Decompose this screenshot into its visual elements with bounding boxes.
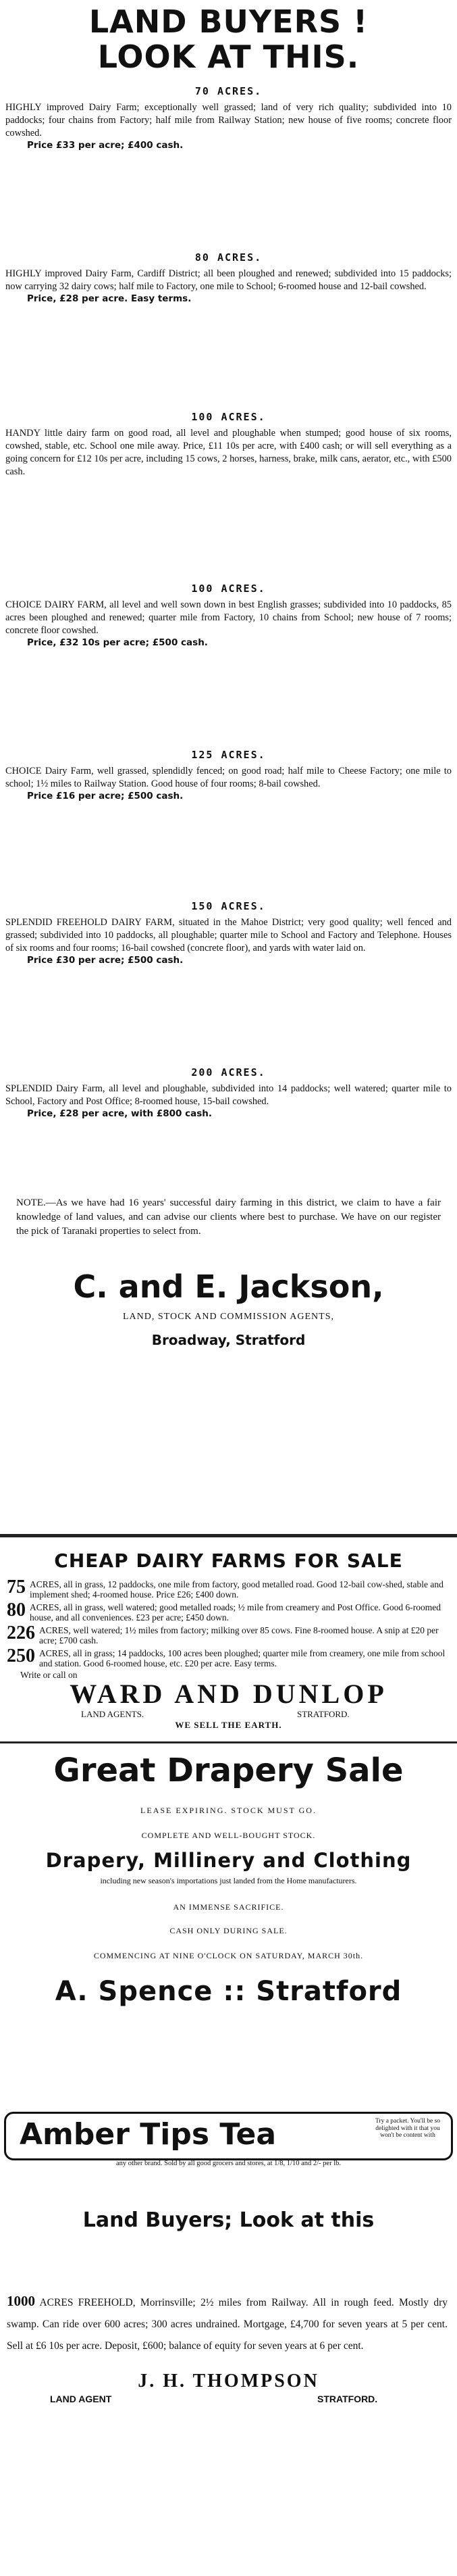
thompson-description: ACRES FREEHOLD, Morrinsville; 2½ miles from Railway. All in rough feed. Mostly dry swamp. Can ride over 600 acres; 300 acres undrained. Mortgage, £4,700 for seven years at 5 per cent. Sell at £6 10s per acre. Deposit, £600; balance of equity for seven years at 6 per cent. [7, 2297, 448, 2352]
jackson-lot-list [0, 85, 457, 1183]
spence-departments: Drapery, Millinery and Clothing [45, 1849, 412, 1872]
spence-cash-only: CASH ONLY DURING SALE. [169, 1926, 288, 1935]
ward-lot-description: ACRES, all in grass; 14 paddocks, 100 acres been ploughed; quarter mile from creamery, one mile from school and station. Good 6-roomed house, etc. £20 per acre. Easy terms. [39, 1648, 446, 1668]
spence-lease-line: LEASE EXPIRING. STOCK MUST GO. [140, 1806, 317, 1815]
jackson-firm-address: Broadway, Stratford [151, 1332, 306, 1348]
ward-call-to-action: Write or call on [20, 1670, 78, 1680]
lot-title: 100 ACRES. [191, 411, 266, 423]
jackson-firm-subtitle: LAND, STOCK AND COMMISSION AGENTS, [123, 1312, 334, 1322]
ward-lot-description: ACRES, well watered; 1½ miles from factory; milking over 85 cows. Fine 8-roomed house. A snip at £20 per acre; £700 cash. [39, 1625, 439, 1645]
lot-item [0, 251, 457, 401]
ward-lot-acres: 80 [7, 1600, 26, 1620]
lot-price: Price, £32 10s per acre; £500 cash. [27, 637, 208, 648]
lot-item [0, 1066, 457, 1183]
thompson-listing [7, 2290, 448, 2357]
ward-lot-item [7, 1645, 450, 1668]
thompson-agent-label: LAND AGENT [50, 2394, 112, 2404]
tea-side-note: Try a packet. You'll be so delighted with it that you won't be content with [375, 2118, 441, 2139]
lot-item [0, 85, 457, 242]
lot-title: 70 ACRES. [194, 85, 263, 97]
spence-headline: Great Drapery Sale [53, 1752, 404, 1789]
lot-price: Price £16 per acre; £500 cash. [27, 791, 184, 801]
lot-title: 125 ACRES. [191, 749, 266, 761]
jackson-headline-2: LOOK AT THIS. [97, 39, 360, 75]
ward-lot-description: ACRES, all in grass, well watered; good metalled roads; ½ mile from creamery and Post Office. Good 6-roomed house, and all conveniences. £23 per acre; £450 down. [30, 1602, 441, 1623]
ward-headline: CHEAP DAIRY FARMS FOR SALE [54, 1550, 403, 1572]
ward-lot-list [0, 1579, 457, 1668]
spence-importations: including new season's importations just landed from the Home manufacturers. [100, 1876, 357, 1885]
lot-description: CHOICE DAIRY FARM, all level and well sown down in best English grasses; subdivided into 10 paddocks, 85 acres been ploughed and renewed; quarter mile from Factory, 10 chains from School; new house of 7 rooms; concrete floor cowshed. [5, 599, 452, 636]
tea-brand: Amber Tips Tea [20, 2117, 277, 2152]
spence-advert [0, 1750, 457, 2007]
lot-description: SPLENDID FREEHOLD DAIRY FARM, situated in the Mahoe District; very good quality; well fenced and grassed; subdivided into 10 paddocks, all ploughable; quarter mile to School and Factory and Telephone. Houses of six rooms and four rooms; 16-bail cowshed (concrete floor), and yards with water laid on. [5, 917, 452, 953]
ward-lot-description: ACRES, all in grass, 12 paddocks, one mile from factory, good metalled road. Good 12-bail cow-shed, stable and implement shed; 4-roomed house. Price £26; £400 down. [30, 1579, 443, 1600]
ward-lot-acres: 250 [7, 1645, 35, 1666]
tea-footer: any other brand. Sold by all good grocers and stores, at 1/8, 1/10 and 2/- per lb. [115, 2160, 341, 2167]
thompson-town-label: STRATFORD. [317, 2394, 378, 2404]
column-rule [0, 1741, 457, 1743]
lot-description: SPLENDID Dairy Farm, all level and ploughable, subdivided into 14 paddocks; well watered; quarter mile to School, Factory and Post Office; 8-roomed house, 15-bail cowshed. [5, 1083, 452, 1107]
lot-price: Price, £28 per acre. Easy terms. [27, 293, 192, 304]
lot-description: HIGHLY improved Dairy Farm, Cardiff District; all been ploughed and renewed; subdivided into 15 paddocks; now carrying 32 dairy cows; half mile to Factory, one mile to School; 6-roomed house and 12-bail cowshed. [5, 268, 452, 292]
thompson-firm: J. H. THOMPSON [138, 2371, 319, 2392]
ward-lot-item [7, 1579, 450, 1600]
ward-agents-label: LAND AGENTS. [81, 1709, 144, 1719]
lot-price: Price £30 per acre; £500 cash. [27, 955, 184, 966]
ward-lot-item [7, 1625, 450, 1645]
lot-title: 200 ACRES. [191, 1066, 266, 1079]
spence-firm: A. Spence :: Stratford [55, 1976, 402, 2007]
lot-item [0, 900, 457, 1057]
jackson-headline-1: LAND BUYERS ! [88, 3, 369, 40]
spence-stock-line: COMPLETE AND WELL-BOUGHT STOCK. [141, 1831, 316, 1840]
thompson-advert [0, 2208, 457, 2407]
ward-lot-item [7, 1602, 450, 1623]
lot-item [0, 411, 457, 573]
jackson-firm-name: C. and E. Jackson, [73, 1268, 384, 1305]
spence-sacrifice: AN IMMENSE SACRIFICE. [173, 1902, 284, 1912]
ward-dunlop-advert [0, 1550, 457, 1731]
lot-title: 100 ACRES. [191, 583, 266, 595]
ward-town-label: STRATFORD. [297, 1709, 350, 1719]
lot-price: Price £33 per acre; £400 cash. [27, 140, 184, 151]
ward-lot-acres: 75 [7, 1577, 26, 1597]
thompson-acres: 1000 [7, 2293, 35, 2309]
lot-description: HANDY little dairy farm on good road, all level and ploughable when stumped; good house of six rooms, cowshed, stable, etc. School one mile away. Price, £11 10s per acre, with £400 cash; or will sell everything as a going concern for £12 10s per acre, including 15 cows, 2 horses, harness, brake, milk cans, aerator, etc., with £500 cash. [5, 428, 452, 477]
lot-price: Price, £28 per acre, with £800 cash. [27, 1108, 213, 1119]
ward-lot-acres: 226 [7, 1623, 35, 1643]
column-rule [0, 1534, 457, 1537]
tea-advert-box [4, 2112, 453, 2160]
ward-firm-name: WARD AND DUNLOP [70, 1679, 387, 1709]
lot-description: HIGHLY improved Dairy Farm; exceptionally well grassed; land of very rich quality; subdivided into 10 paddocks; four chains from Factory; half mile from Railway Station; new house of five rooms; concrete floor cowshed. [5, 102, 452, 139]
spence-commencing: COMMENCING AT NINE O'CLOCK ON SATURDAY, MARCH 30th. [93, 1951, 364, 1960]
thompson-headline: Land Buyers; Look at this [82, 2208, 375, 2232]
lot-title: 150 ACRES. [191, 900, 266, 912]
jackson-note: NOTE.—As we have had 16 years' successful dairy farming in this district, we claim to have a fair knowledge of land values, and can advise our clients where best to purchase. We have on our register the pick of Taranaki properties to select from. [16, 1197, 441, 1237]
lot-title: 80 ACRES. [194, 251, 263, 264]
lot-item [0, 583, 457, 739]
lot-item [0, 749, 457, 891]
ward-slogan: WE SELL THE EARTH. [175, 1720, 282, 1730]
lot-description: CHOICE Dairy Farm, well grassed, splendidly fenced; on good road; half mile to Cheese Factory; one mile to school; 1½ miles to Railway Station. Good house of four rooms; 8-bail cowshed. [5, 766, 452, 789]
